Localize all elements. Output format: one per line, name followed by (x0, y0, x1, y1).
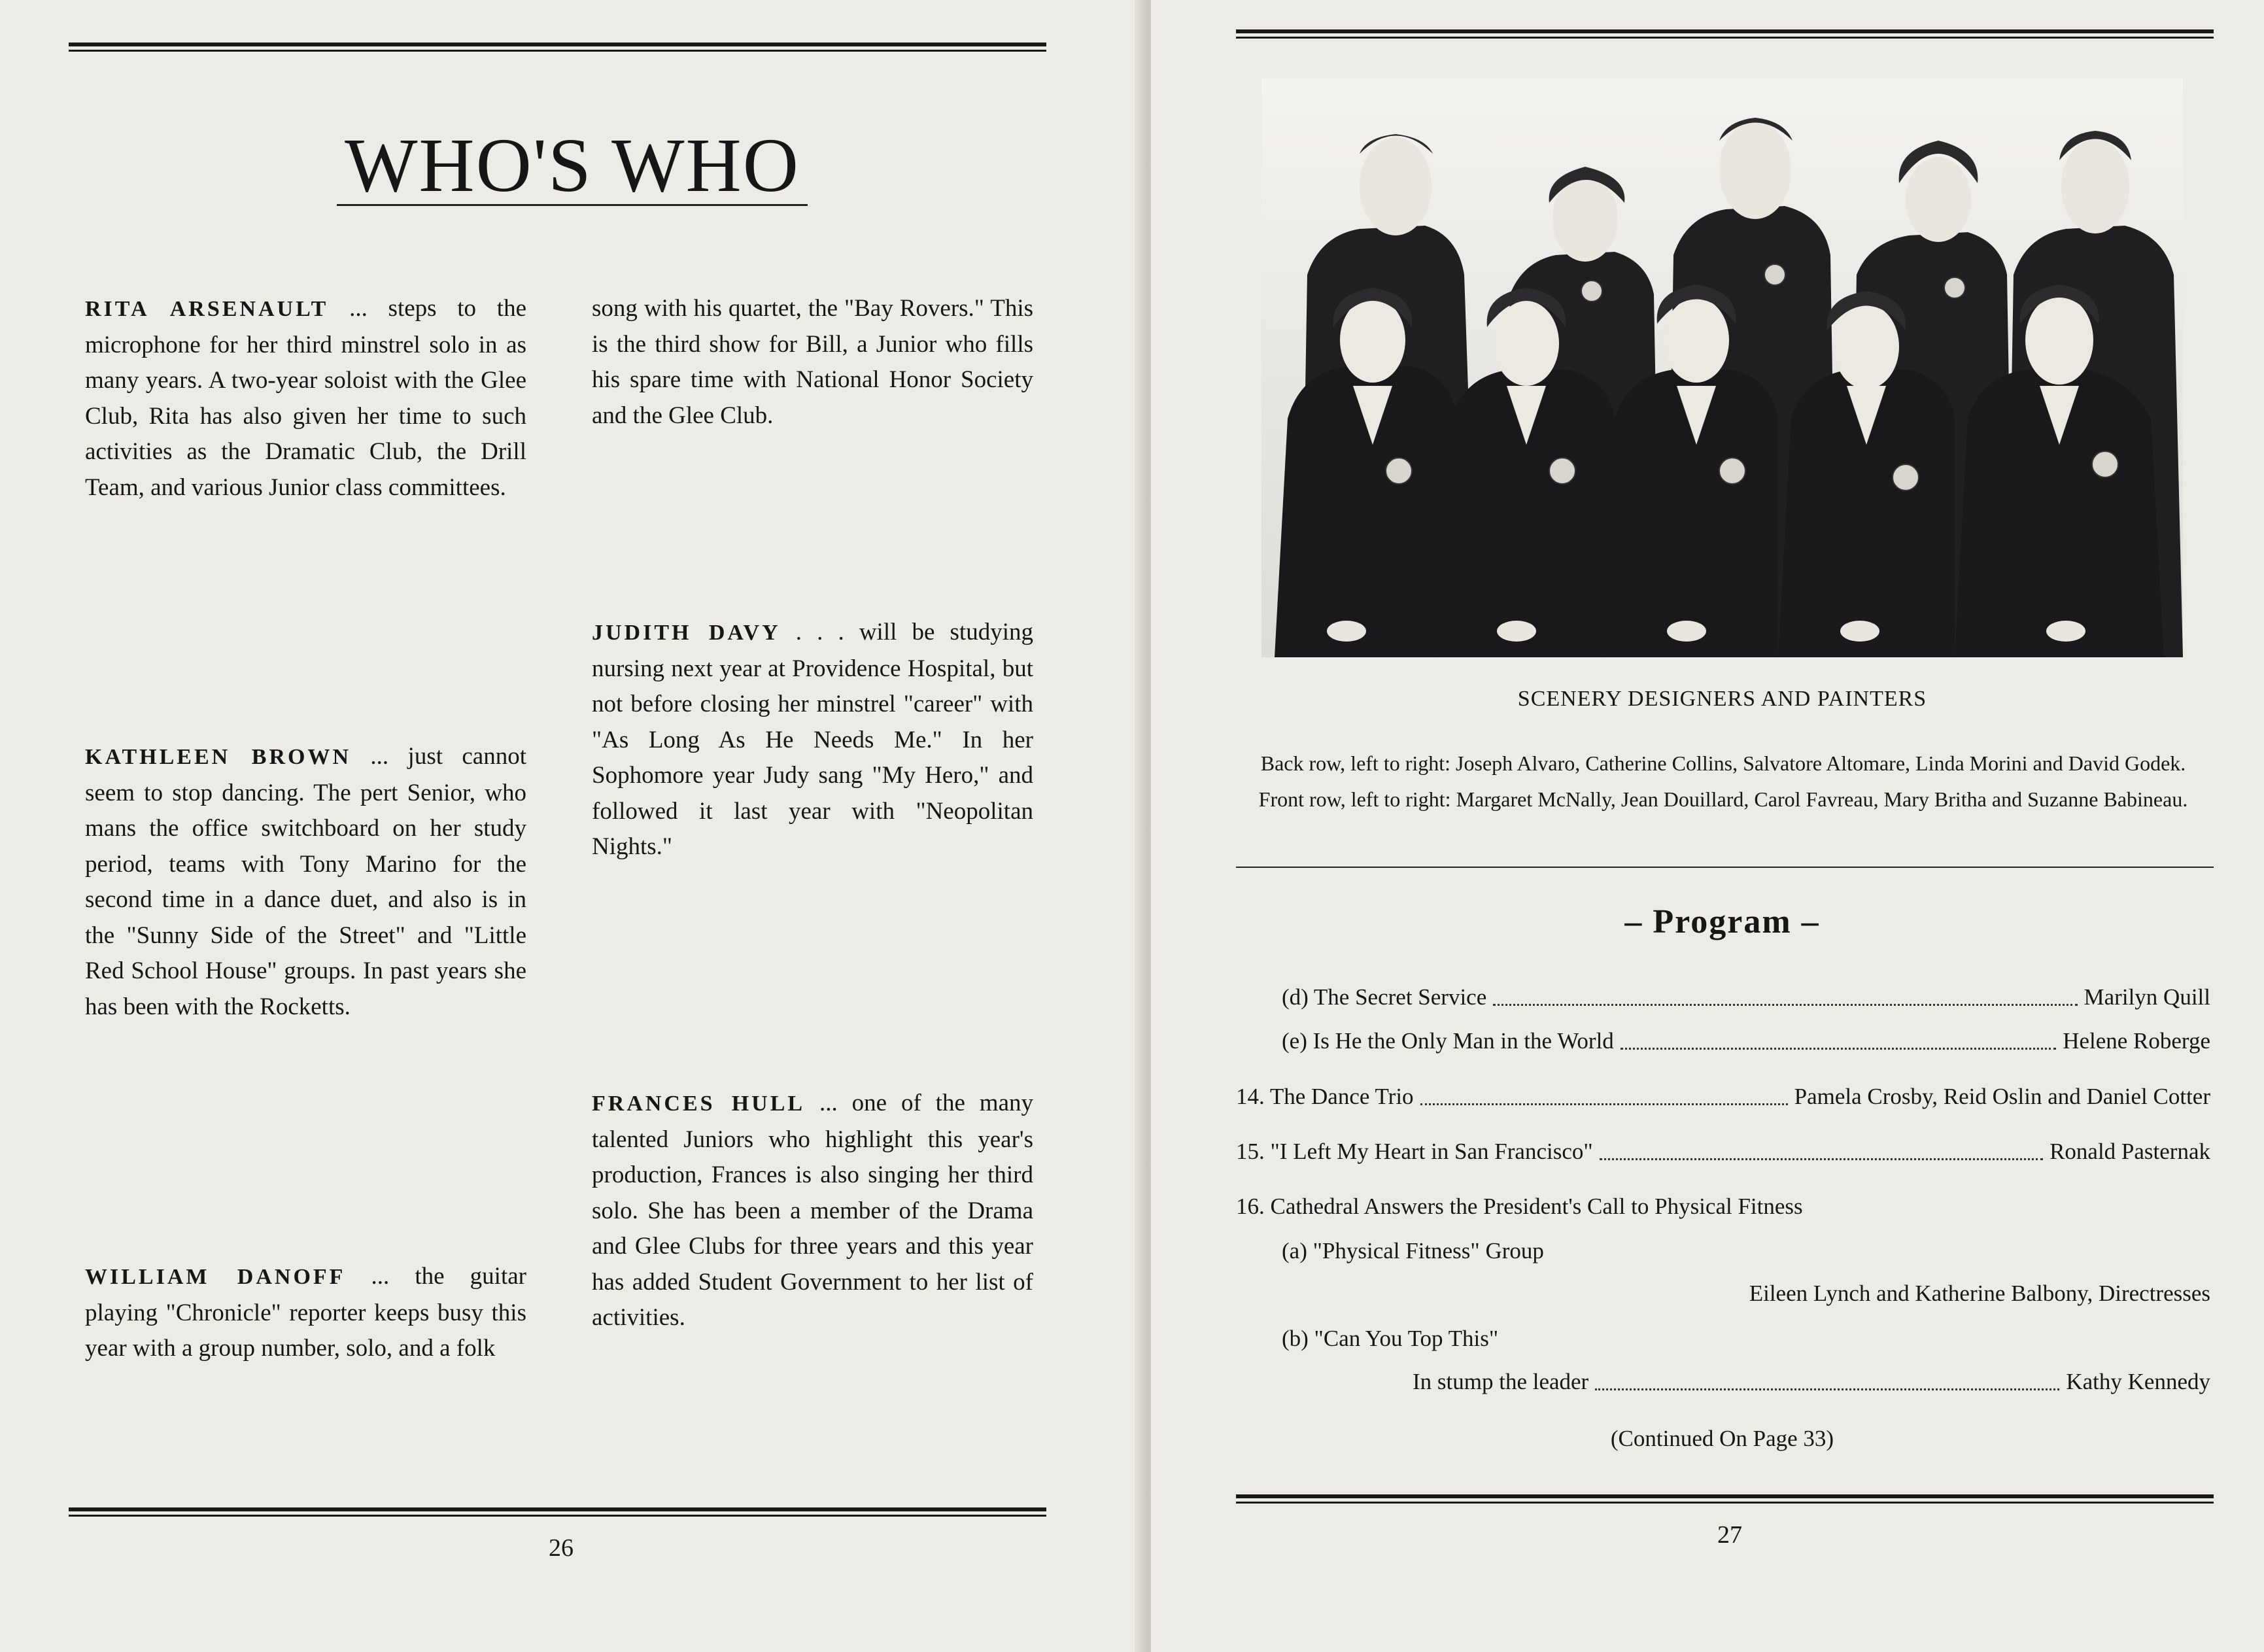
program-item (1282, 1277, 2210, 1310)
dot-leader (1493, 981, 2077, 1006)
group-photo-illustration (1261, 78, 2183, 657)
program-item-label: 14. The Dance Trio (1236, 1084, 1414, 1109)
program-item-label: (a) "Physical Fitness" Group (1282, 1238, 1544, 1264)
bio-text: ... one of the many talented Juniors who highlight this year's production, Frances is also singing her third solo. She has been a member of the Drama and Glee Clubs for three years and this year has added Student Government to her list of activities. (592, 1090, 1033, 1331)
program-item (1282, 1322, 2210, 1355)
bottom-rule (69, 1507, 1046, 1517)
bio-judith-davy (592, 615, 1033, 865)
dot-leader (1595, 1366, 2059, 1390)
bottom-rule-right (1236, 1494, 2214, 1504)
program-item (1236, 1190, 2210, 1223)
program-item (1282, 1025, 2210, 1058)
page-number: 26 (549, 1534, 574, 1562)
bio-name: JUDITH DAVY (592, 621, 781, 645)
bio-name: RITA ARSENAULT (85, 297, 329, 321)
program-item-label: 16. Cathedral Answers the President's Call to Physical Fitness (1236, 1194, 1803, 1219)
dot-leader (1600, 1135, 2043, 1160)
top-rule (69, 43, 1046, 52)
program-item-performer: Eileen Lynch and Katherine Balbony, Directresses (1749, 1281, 2210, 1306)
dot-leader (1621, 1025, 2056, 1050)
bio-frances-hull (592, 1086, 1033, 1336)
bio-name: FRANCES HULL (592, 1092, 806, 1116)
program-item-performer: Marilyn Quill (2084, 984, 2210, 1010)
program-item-performer: Kathy Kennedy (2066, 1369, 2210, 1394)
group-photo (1261, 78, 2183, 657)
program-item-performer: Ronald Pasternak (2050, 1139, 2210, 1164)
photo-caption: Back row, left to right: Joseph Alvaro, Catherine Collins, Salvatore Altomare, Linda Morini and David Godek. Front row, left to right: Margaret McNally, Jean Douillard, Carol Favreau, Mary Britha and Suzanne Babineau. (1258, 751, 2188, 811)
program-item-label: In stump the leader (1413, 1369, 1589, 1394)
dot-leader (1420, 1080, 1788, 1105)
bio-william-danoff (85, 1259, 526, 1367)
section-rule (1236, 867, 2214, 868)
bio-name: KATHLEEN BROWN (85, 745, 352, 769)
program-item-label: (e) Is He the Only Man in the World (1282, 1028, 1614, 1054)
page-title: WHO'S WHO (345, 122, 800, 208)
photo-caption-title: SCENERY DESIGNERS AND PAINTERS (1517, 687, 1927, 711)
program-item-label: 15. "I Left My Heart in San Francisco" (1236, 1139, 1593, 1164)
program-item (1236, 1135, 2210, 1168)
program-item-performer: Helene Roberge (2063, 1028, 2210, 1054)
program-item (1282, 981, 2210, 1014)
bio-text: ... steps to the microphone for her third minstrel solo in as many years. A two-year soloist with the Glee Club, Rita has also given her time to such activities as the Dramatic Club, the Drill Team, and various Junior class committees. (85, 295, 526, 501)
bio-text: ... just cannot seem to stop dancing. The pert Senior, who mans the office switchboard on her study period, teams with Tony Marino for the second time in a dance duet, and also is in the "Sunny Side of the Street" and "Little Red School House" groups. In past years she has been with the Rocketts. (85, 743, 526, 1020)
program-title: – Program – (1624, 903, 1820, 940)
page-number: 27 (1717, 1521, 1742, 1549)
bio-text: ... the guitar playing "Chronicle" reporter keeps busy this year with a group number, solo, and a folk (85, 1263, 526, 1362)
bio-rita-arsenault (85, 291, 526, 506)
bio-kathleen-brown (85, 739, 526, 1025)
bio-william-danoff-continued: song with his quartet, the "Bay Rovers." This is the third show for Bill, a Junior who fills his spare time with National Honor Society and the Glee Club. (592, 295, 1033, 429)
program-item (1236, 1080, 2210, 1113)
bio-text: . . . will be studying nursing next year at Providence Hospital, but not before closing her minstrel "career" with "As Long As He Needs Me." In her Sophomore year Judy sang "My Hero," and followed it last year with "Neopolitan Nights." (592, 619, 1033, 860)
bio-name: WILLIAM DANOFF (85, 1265, 346, 1289)
continued-note: (Continued On Page 33) (1610, 1426, 1834, 1451)
program-item-label: (b) "Can You Top This" (1282, 1326, 1499, 1351)
program-item-performer: Pamela Crosby, Reid Oslin and Daniel Cotter (1794, 1084, 2210, 1109)
program-item (1282, 1235, 2210, 1267)
program-item-label: (d) The Secret Service (1282, 984, 1487, 1010)
program-item (1413, 1366, 2210, 1398)
top-rule-right (1236, 29, 2214, 39)
title-underline (337, 204, 808, 206)
